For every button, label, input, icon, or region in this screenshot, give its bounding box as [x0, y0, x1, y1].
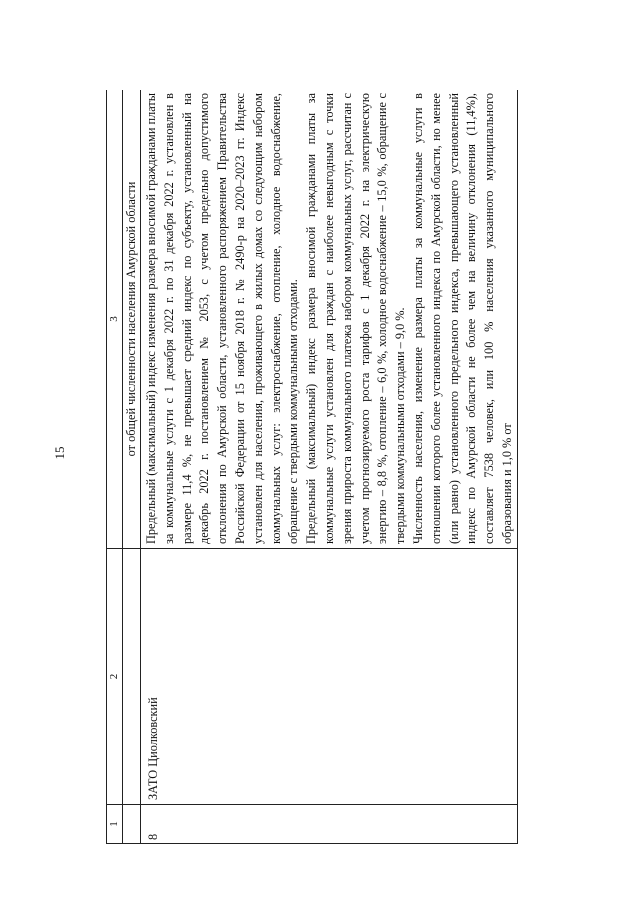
- column-number-1: 1: [107, 805, 123, 844]
- continuation-cell-2: [123, 549, 141, 805]
- tariff-index-table: [106, 90, 518, 844]
- continuation-text: от общей численности населения Амурской области: [123, 90, 141, 549]
- paragraph-index-value: Предельный (максимальный) индекс изменения размера вносимой гражданами платы за коммунальные услуги с 1 декабря 2022 г. по 31 декабря 2022 г. установлен в размере 11,4 %, не превышает средний индекс по субъекту, установленный на декабрь 2022 г. постановлением № 2053, с учетом предельно допустимого отклонения по Амурской области, установленного распоряжением Правительства Российской Федерации от 15 ноября 2018 г. № 2490-р на 2020–2023 гг. Индекс установлен для населения, проживающего в жилых домах со следующим набором коммунальных услуг: электроснабжение, отопление, холодное водоснабжение, обращение с твердыми коммунальными отходами.: [144, 93, 301, 544]
- column-number-row: [107, 90, 123, 844]
- page-number: 15: [52, 446, 67, 460]
- paragraph-population: Численность населения, изменение размера платы за коммунальные услуги в отношении которого более установленного индекса по Амурской области, но менее (или равно) установленного предельного индекса, превышающего установленный индекс по Амурской области не более чем на величину отклонения (11,4%), составляет 7538 человек, или 100 % населения указанного муниципального образования и 1,0 % от: [410, 93, 514, 544]
- column-number-2: 2: [107, 549, 123, 805]
- table-row: [141, 90, 518, 844]
- paragraph-tariff-growth: Предельный (максимальный) индекс размера вносимой гражданами платы за коммунальные услуги установлен для граждан с наиболее невыгодным с точки зрения прироста коммунального платежа набором коммунальных услуг, рассчитан с учетом прогнозируемого роста тарифов с 1 декабря 2022 г. на электрическую энергию – 8,8 %, отопление – 6,0 %, холодное водоснабжение – 15,0 %, обращение с твердыми коммунальными отходами – 9,0 %.: [304, 93, 408, 544]
- continuation-row: [123, 90, 141, 844]
- column-number-3: 3: [107, 90, 123, 549]
- municipality-name: ЗАТО Циолковский: [141, 549, 518, 805]
- table-frame: [106, 90, 549, 844]
- rotated-table: [106, 90, 549, 844]
- continuation-cell-1: [123, 805, 141, 844]
- row-number: 8: [141, 805, 518, 844]
- description-cell: [141, 90, 518, 549]
